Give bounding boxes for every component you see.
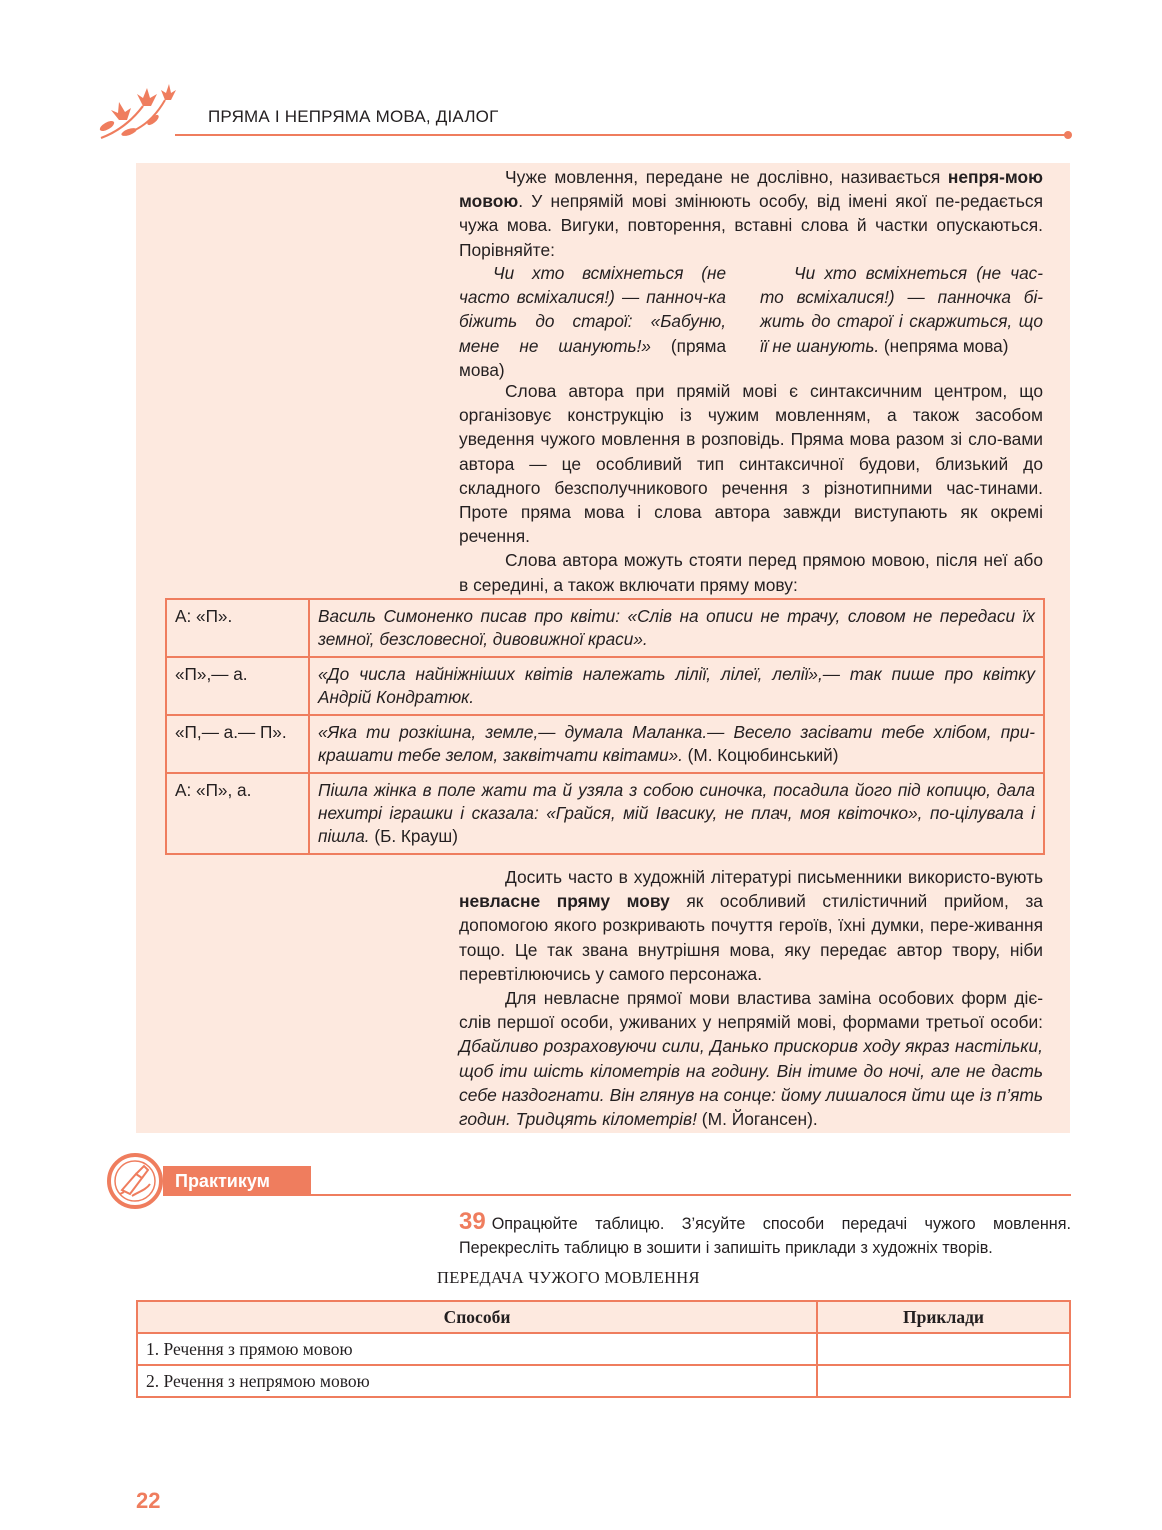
term-indirect-speech: непря-мою мовою [459,167,1043,212]
scheme-example-text: Василь Симоненко писав про квіти: «Слів на описи не трачу, словом не передаси їх земної, безсловесної, дивовижної краси». [318,606,1035,649]
table-cell-example [817,1333,1070,1365]
task-number: 39 [459,1208,486,1235]
table-row [137,1333,1070,1365]
scheme-example-source: (М. Коцюбинський) [682,745,839,765]
table-caption: ПЕРЕДАЧА ЧУЖОГО МОВЛЕННЯ [437,1268,700,1287]
theory-paragraph-4: Досить часто в художній літературі письменники використо-вують невласне пряму мову як особливий стилістичний прийом, за допомогою якого розкривають почуття героїв, їхні думки, пере-живання тощо. Це так звана внутрішня мова, яку передає автор твору, ніби перевтілюючись у самого персонажа. Для невласне прямої мови властива заміна особових форм діє-слів першої особи, уживаних у непрямій мові, формами третьої особи: Дбайливо розраховуючи сили, Данько прискорив ходу якраз настільки, щоб іти шість кілометрів на годину. Він ітиме до ночі, але не дасть себе наздогнати. Він глянув на сонце: йому лишалося йти ще із п’ять годин. Тридцять кілометрів! (М. Йогансен). [459,865,1043,1131]
scheme-example [309,599,1044,657]
theory-paragraph-5: Для невласне прямої мови властива заміна особових форм діє-слів першої особи, уживаних у непрямій мові, формами третьої особи: Дбайливо розраховуючи сили, Данько прискорив ходу якраз настільки, щоб іти шість кілометрів на годину. Він ітиме до ночі, але не дасть себе наздогнати. Він глянув на сонце: йому лишалося йти ще із п’ять годин. Тридцять кілометрів! (М. Йогансен). [459,988,1043,1130]
scheme-example-text: Пішла жінка в поле жати та й узяла з собою синочка, посадила його під копицю, дала нехитрі іграшки і сказала: «Грайся, мій Івасику, не плач, моя квіточко», по-цілувала і пішла. [318,780,1035,846]
page-number: 22 [136,1488,161,1513]
scheme-example-text: «Яка ти розкішна, земле,— думала Маланка.— Весело засівати тебе хлібом, при-крашати тебе зелом, заквітчати квітами». [318,722,1035,765]
chapter-title: ПРЯМА І НЕПРЯМА МОВА, ДІАЛОГ [208,107,499,126]
scheme-row [166,599,1044,657]
writing-hand-icon [106,1152,164,1210]
scheme-formula: «П»,— а. [166,657,309,715]
term-improper-direct-speech: невласне пряму мову [459,891,670,912]
scheme-example-source: (Б. Крауш) [369,826,458,846]
task-text: Опрацюйте таблицю. З’ясуйте способи передачі чужого мовлення. Перекресліть таблицю в зошити і запишіть приклади з художніх творів. [459,1215,1071,1257]
scheme-example-text: «До числа найніжніших квітів належать лілії, лілеї, лелії»,— так пише про квітку Андрій Кондратюк. [318,664,1035,707]
table-header-examples: Приклади [817,1301,1070,1333]
practicum-label: Практикум [163,1166,311,1196]
table-cell-way: 2. Речення з непрямою мовою [137,1365,817,1397]
speech-ways-table [136,1300,1071,1398]
header-divider-dot [1064,131,1072,139]
example-direct-speech: Чи хто всміхнеться (не часто всміхалися!) — паннoч-ка біжить до старої: «Бабуню, мене не шанують!» (пряма мова) [459,263,726,380]
scheme-row [166,657,1044,715]
flower-icon [95,80,177,142]
header-divider [175,134,1067,136]
theory-paragraph-2: Слова автора при прямій мові є синтаксичним центром, що організовує конструкцію із чужим мовленням, а також засобом уведення чужого мовлення в розповідь. Пряма мова разом зі сло-вами автора — це особливий тип синтаксичної будови, близький до складного безсполучникового речення з різнотипними час-тинами. Проте пряма мова і слова автора завжди виступають як окремі речення. Слова автора можуть стояти перед прямою мовою, після неї або в середині, а також включати пряму мову: [459,379,1043,597]
theory-paragraph-3: Слова автора можуть стояти перед прямою мовою, після неї або в середині, а також включати пряму мову: [459,550,1043,595]
table-header-ways: Способи [137,1301,817,1333]
scheme-example [309,657,1044,715]
speech-schemes-table [165,598,1045,855]
scheme-formula: А: «П». [166,599,309,657]
scheme-formula: «П,— а.— П». [166,715,309,773]
table-cell-example [817,1365,1070,1397]
practicum-divider [311,1194,1071,1196]
example-indirect-speech: Чи хто всміхнеться (не час-то всміхалися!) — панночка бі-жить до старої і скаржиться, що її не шанують. (непряма мова) [760,263,1043,356]
scheme-example [309,715,1044,773]
theory-paragraph-1: Чуже мовлення, передане не дослівно, називається непря-мою мовою. У непрямій мові змінюють особу, від імені якої пе-редається чужа мова. Вигуки, повторення, вставні слова й частки опускаються. Порівняйте: [459,167,1043,260]
scheme-row [166,715,1044,773]
task-39 [459,1210,1071,1260]
scheme-example [309,773,1044,854]
table-row [137,1365,1070,1397]
scheme-row [166,773,1044,854]
table-cell-way: 1. Речення з прямою мовою [137,1333,817,1365]
scheme-formula: А: «П», а. [166,773,309,854]
